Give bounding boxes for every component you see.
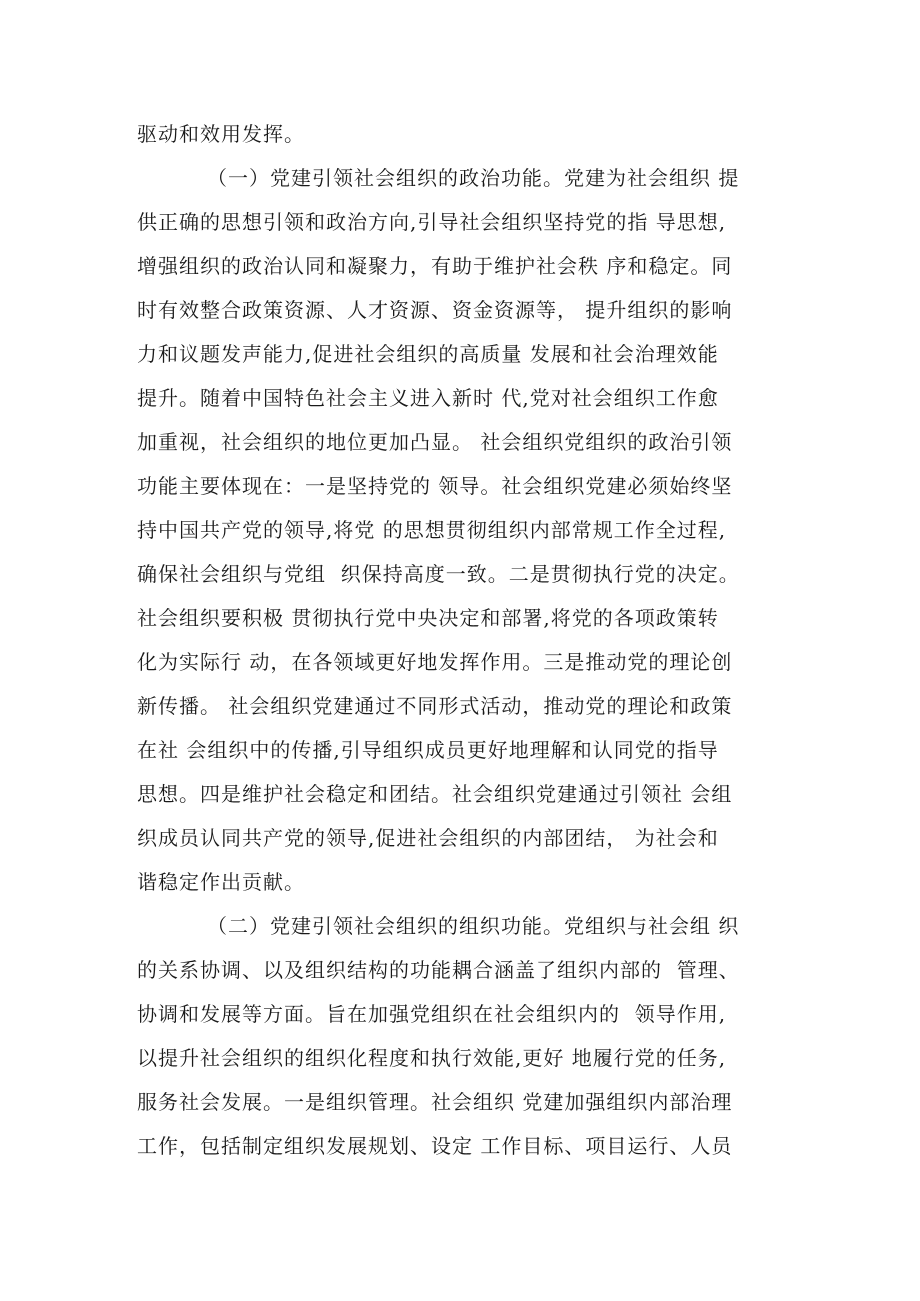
text-line: 谐稳定作出贡献。 — [137, 870, 305, 894]
text-line: 化为实际行 动，在各领域更好地发挥作用。三是推动党的理论创 — [137, 650, 733, 674]
text-line: 新传播。 社会组织党建通过不同形式活动，推动党的理论和政策 — [137, 694, 733, 718]
text-line: 持中国共产党的领导,将党 的思想贯彻组织内部常规工作全过程, — [137, 518, 727, 542]
text-line: 功能主要体现在：一是坚持党的 领导。社会组织党建必须始终坚 — [137, 474, 733, 498]
text-line: 织成员认同共产党的领导,促进社会组织的内部团结， 为社会和 — [137, 826, 719, 850]
section-heading-line: （二）党建引领社会组织的组织功能。党组织与社会组 织 — [207, 914, 740, 938]
text-line: 增强组织的政治认同和凝聚力，有助于维护社会秩 序和稳定。同 — [137, 254, 733, 278]
text-line: 驱动和效用发挥。 — [137, 122, 305, 146]
text-line: 提升。随着中国特色社会主义进入新时 代,党对社会组织工作愈 — [137, 386, 719, 410]
text-line: 以提升社会组织的组织化程度和执行效能,更好 地履行党的任务, — [137, 1046, 727, 1070]
text-line: 确保社会组织与党组 织保持高度一致。二是贯彻执行党的决定。 — [137, 562, 740, 586]
text-line: 协调和发展等方面。旨在加强党组织在社会组织内的 领导作用, — [137, 1002, 727, 1026]
text-line: 力和议题发声能力,促进社会组织的高质量 发展和社会治理效能 — [137, 342, 719, 366]
text-line: 供正确的思想引领和政治方向,引导社会组织坚持党的指 导思想, — [137, 210, 727, 234]
text-line: 时有效整合政策资源、人才资源、资金资源等， 提升组织的影响 — [137, 298, 733, 322]
text-line: 的关系协调、以及组织结构的功能耦合涵盖了组织内部的 管理、 — [137, 958, 740, 982]
section-heading-line: （一）党建引领社会组织的政治功能。党建为社会组织 提 — [207, 166, 740, 190]
text-line: 社会组织要积极 贯彻执行党中央决定和部署,将党的各项政策转 — [137, 606, 719, 630]
text-line: 思想。四是维护社会稳定和团结。社会组织党建通过引领社 会组 — [137, 782, 733, 806]
text-line: 服务社会发展。一是组织管理。社会组织 党建加强组织内部治理 — [137, 1090, 733, 1114]
text-line: 加重视，社会组织的地位更加凸显。 社会组织党组织的政治引领 — [137, 430, 733, 454]
text-line: 工作，包括制定组织发展规划、设定 工作目标、项目运行、人员 — [137, 1134, 733, 1158]
text-line: 在社 会组织中的传播,引导组织成员更好地理解和认同党的指导 — [137, 738, 719, 762]
